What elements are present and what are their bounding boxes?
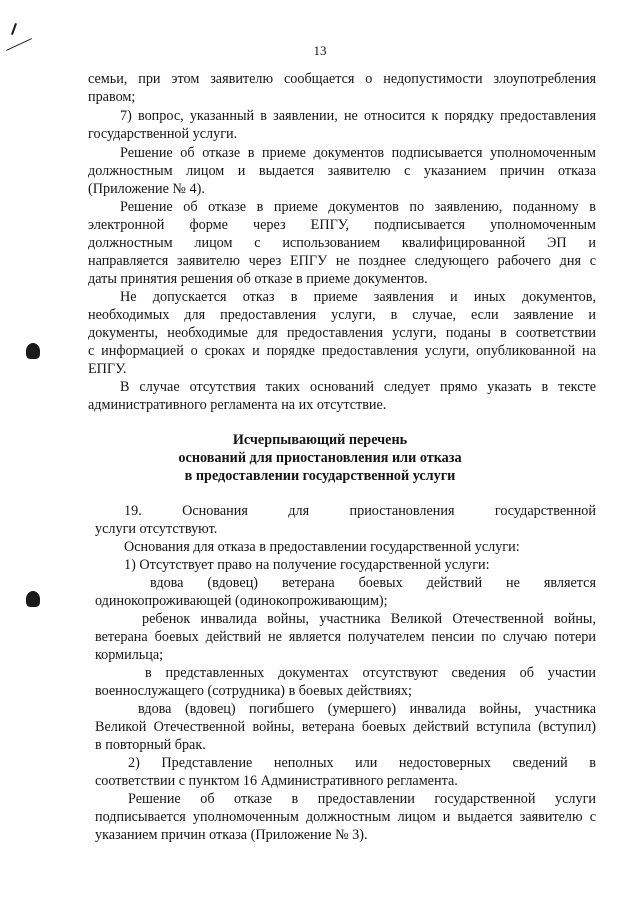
text-line: должностным лицом с использованием квалифицированной ЭП и bbox=[88, 235, 596, 251]
text-line: должностным лицом и выдается заявителю с указанием причин отказа bbox=[88, 163, 596, 179]
text-line: ветерана боевых действий не является получателем пенсии по случаю потери bbox=[95, 629, 596, 645]
text-line: 19. Основания для приостановления государственной bbox=[124, 503, 596, 519]
text-line: Решение об отказе в приеме документов подписывается уполномоченным bbox=[120, 145, 596, 161]
text-line: Решение об отказе в приеме документов по заявлению, поданному в bbox=[120, 199, 596, 215]
text-line: с информацией о сроках и порядке предоставления услуги, опубликованной на bbox=[88, 343, 596, 359]
punch-hole-mark-upper bbox=[26, 343, 40, 359]
text-line: необходимых для предоставления услуги, в случае, если заявление и bbox=[88, 307, 596, 323]
text-line: В случае отсутствия таких оснований следует прямо указать в тексте bbox=[120, 379, 596, 395]
text-line: 7) вопрос, указанный в заявлении, не относится к порядку предоставления bbox=[120, 108, 596, 124]
text-line: подписывается уполномоченным должностным лицом и выдается заявителю с bbox=[95, 809, 596, 825]
page-number: 13 bbox=[313, 43, 327, 58]
heading-line: оснований для приостановления или отказа bbox=[178, 450, 462, 466]
heading-line: в предоставлении государственной услуги bbox=[184, 468, 456, 484]
text-line: кормильца; bbox=[95, 647, 164, 663]
scan-mark-top-left bbox=[11, 23, 17, 35]
text-line: Великой Отечественной войны, ветерана боевых действий вступила (вступил) bbox=[95, 719, 596, 735]
text-line: в представленных документах отсутствуют сведения об участии bbox=[145, 665, 596, 681]
text-line: ЕПГУ. bbox=[88, 361, 127, 377]
text-line: указанием причин отказа (Приложение № 3). bbox=[95, 827, 368, 843]
text-line: вдова (вдовец) погибшего (умершего) инвалида войны, участника bbox=[138, 701, 596, 717]
text-line: административного регламента на их отсутствие. bbox=[88, 397, 387, 413]
text-line: документы, необходимые для предоставления услуги, поданы в соответствии bbox=[88, 325, 596, 341]
heading-line: Исчерпывающий перечень bbox=[232, 432, 408, 448]
text-line: 2) Представление неполных или недостоверных сведений в bbox=[128, 755, 596, 771]
text-line: Основания для отказа в предоставлении государственной услуги: bbox=[124, 539, 520, 555]
text-line: одинокопроживающей (одинокопроживающим); bbox=[95, 593, 388, 609]
text-line: услуги отсутствуют. bbox=[95, 521, 218, 537]
text-line: семьи, при этом заявителю сообщается о недопустимости злоупотребления bbox=[88, 71, 596, 87]
text-line: Решение об отказе в предоставлении государственной услуги bbox=[128, 791, 596, 807]
text-line: государственной услуги. bbox=[88, 126, 238, 142]
text-line: военнослужащего (сотрудника) в боевых действиях; bbox=[95, 683, 412, 699]
text-line: 1) Отсутствует право на получение государственной услуги: bbox=[124, 557, 490, 573]
text-line: даты принятия решения об отказе в приеме документов. bbox=[88, 271, 428, 287]
text-line: (Приложение № 4). bbox=[88, 181, 205, 197]
text-line: Не допускается отказ в приеме заявления и иных документов, bbox=[120, 289, 596, 305]
text-line: электронной форме через ЕПГУ, подписывается уполномоченным bbox=[88, 217, 596, 233]
text-line: соответствии с пунктом 16 Административного регламента. bbox=[95, 773, 458, 789]
text-line: направляется заявителю через ЕПГУ не позднее следующего рабочего дня с bbox=[88, 253, 596, 269]
text-line: в повторный брак. bbox=[95, 737, 206, 753]
text-line: вдова (вдовец) ветерана боевых действий не является bbox=[150, 575, 596, 591]
text-line: правом; bbox=[88, 89, 136, 105]
punch-hole-mark-lower bbox=[26, 591, 40, 607]
text-line: ребенок инвалида войны, участника Великой Отечественной войны, bbox=[142, 611, 596, 627]
